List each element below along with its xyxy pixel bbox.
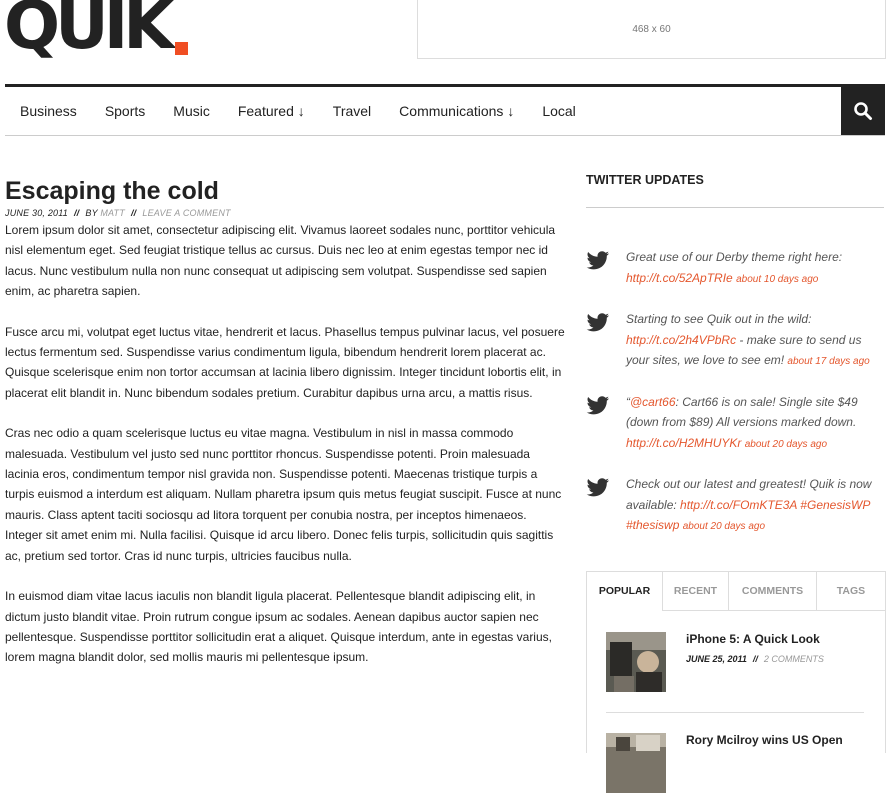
tab-tags[interactable]: TAGS bbox=[816, 572, 885, 611]
tweet-text: Starting to see Quik out in the wild: bbox=[626, 312, 812, 326]
tweet-link[interactable]: http://t.co/FOmKTE3A #GenesisWP #thesiswp bbox=[626, 497, 870, 532]
nav-item-communications[interactable]: Communications ↓ bbox=[399, 103, 515, 119]
tweet-link[interactable]: http://t.co/2h4VPbRc bbox=[626, 332, 737, 347]
ad-banner[interactable] bbox=[417, 0, 886, 59]
nav-item-music[interactable]: Music bbox=[173, 103, 210, 119]
main-nav bbox=[5, 84, 885, 136]
tweet-time[interactable]: about 10 days ago bbox=[736, 273, 819, 285]
post-by: BY bbox=[85, 208, 98, 218]
tweet-text: - make sure to send us your sites, we love to see em! bbox=[626, 332, 862, 367]
tab-comments[interactable]: COMMENTS bbox=[728, 572, 816, 611]
post-thumbnail[interactable] bbox=[606, 733, 666, 793]
twitter-bird-icon bbox=[586, 478, 610, 498]
popular-tab-panel bbox=[586, 609, 886, 753]
post-article bbox=[5, 176, 565, 688]
tweet-text: Check out our latest and greatest! Quik is now available: bbox=[626, 477, 872, 512]
tweet-link[interactable]: http://t.co/H2MHUYKr bbox=[626, 435, 742, 450]
post-paragraph: Lorem ipsum dolor sit amet, consectetur adipiscing elit. Vivamus laoreet sodales nunc, porttitor vehicula nisl elementum eget. Sed feugiat tristique tellus ac cursus. Duis nec leo at enim egestas tempor nec id lacus. Nunc vestibulum nulla non nunc consequat ut adipiscing sem volutpat. Suspendisse sed sapien enim, ac pharetra sapien. bbox=[5, 223, 556, 299]
divider bbox=[606, 712, 864, 713]
logo-accent-square bbox=[175, 42, 188, 55]
tweet-item bbox=[586, 247, 884, 290]
post-title[interactable]: Escaping the cold bbox=[5, 177, 219, 205]
post-paragraph: Cras nec odio a quam scelerisque luctus eu vitae magna. Vestibulum in nisl in massa commodo malesuada. Vestibulum vel justo sed nunc porttitor rhoncus. Suspendisse potenti. Proin malesuada lacinia eros, condimentum tempor nisl gravida non. Suspendisse potenti. Maecenas tristique turpis a turpis euismod a interdum est aliquam. Nullam pharetra ipsum quis metus feugiat suscipit. Fusce at nunc mauris. Class aptent taciti sociosqu ad litora torquent per conubia nostra, per inceptos himenaeos. Integer sit amet enim mi. Nulla facilisi. Quisque id arcu libero. Donec felis turpis, sollicitudin quis sagittis ac, pretium sed tortor. Cras id nunc turpis, ultricies faucibus nulla. bbox=[5, 426, 562, 563]
nav-item-business[interactable]: Business bbox=[20, 103, 77, 119]
popular-post-title[interactable]: Rory Mcilroy wins US Open bbox=[686, 733, 843, 747]
popular-post-meta: JUNE 25, 2011 // 2 COMMENTS bbox=[686, 654, 824, 664]
twitter-bird-icon bbox=[586, 251, 610, 271]
divider bbox=[586, 207, 884, 208]
nav-list bbox=[5, 87, 589, 135]
ad-size-label: 468 x 60 bbox=[632, 23, 671, 35]
tweet-mention-link[interactable]: @cart66 bbox=[630, 394, 676, 409]
popular-post-date: JUNE 25, 2011 bbox=[686, 654, 747, 664]
tweet-text: : Cart66 is on sale! Single site $49 (down from $89) All versions marked down. bbox=[626, 394, 858, 429]
nav-item-sports[interactable]: Sports bbox=[104, 103, 146, 119]
post-author-link[interactable]: MATT bbox=[100, 208, 125, 218]
nav-item-featured[interactable]: Featured ↓ bbox=[237, 103, 305, 119]
tweet-time[interactable]: about 20 days ago bbox=[744, 438, 828, 450]
post-meta: JUNE 30, 2011 // BY MATT // LEAVE A COMMENT bbox=[5, 208, 231, 218]
tweet-item bbox=[586, 474, 884, 538]
logo-text: QUIK bbox=[4, 0, 170, 64]
leave-comment-link[interactable]: LEAVE A COMMENT bbox=[142, 208, 231, 218]
popular-post-comments-link[interactable]: 2 COMMENTS bbox=[763, 654, 824, 664]
site-logo[interactable] bbox=[4, 0, 188, 64]
tab-popular[interactable]: POPULAR bbox=[587, 572, 662, 611]
post-paragraph: In euismod diam vitae lacus iaculis non blandit ligula placerat. Pellentesque blandit adipiscing elit, in dictum justo blandit vitae. Proin rutrum congue ipsum ac sodales. Aenean dapibus auctor sapien nec pellentesque. Suspendisse porttitor sollicitudin erat a aliquet. Quisque interdum, ante in egestas varius, lorem magna blandit dolor, sed mollis mauris mi pellentesque ipsum. bbox=[5, 589, 552, 665]
tweet-text: “ bbox=[626, 394, 630, 409]
nav-item-travel[interactable]: Travel bbox=[332, 103, 372, 119]
search-icon bbox=[853, 101, 873, 121]
sidebar-tabs bbox=[586, 571, 886, 610]
post-date: JUNE 30, 2011 bbox=[5, 208, 68, 218]
tweet-time[interactable]: about 17 days ago bbox=[787, 356, 870, 367]
post-paragraph: Fusce arcu mi, volutpat eget luctus vitae, hendrerit et lacus. Phasellus tempus pulvinar lacus, vel posuere lectus fermentum sed. Suspendisse varius condimentum ligula, bibendum hendrerit lorem placerat ac. Quisque scelerisque enim non tortor accumsan at lacinia libero dignissim. Integer tincidunt lobortis elit, in placerat elit blandit in. Nunc bibendum sodales pretium. Curabitur dapibus urna arcu, a mattis risus. bbox=[5, 324, 565, 400]
post-thumbnail[interactable] bbox=[606, 632, 666, 692]
twitter-widget-title: TWITTER UPDATES bbox=[586, 173, 704, 187]
search-button[interactable] bbox=[841, 87, 885, 135]
tweet-item bbox=[586, 392, 884, 456]
popular-post-title[interactable]: iPhone 5: A Quick Look bbox=[686, 632, 820, 646]
twitter-bird-icon bbox=[586, 313, 610, 333]
twitter-bird-icon bbox=[586, 396, 610, 416]
tweet-time[interactable]: about 20 days ago bbox=[682, 521, 766, 532]
sidebar bbox=[586, 173, 884, 538]
tweet-text: Great use of our Derby theme right here: bbox=[626, 250, 843, 264]
tweet-link[interactable]: http://t.co/52ApTRIe bbox=[626, 270, 733, 285]
tweet-item bbox=[586, 309, 884, 373]
tab-recent[interactable]: RECENT bbox=[662, 572, 728, 611]
nav-item-local[interactable]: Local bbox=[542, 103, 576, 119]
